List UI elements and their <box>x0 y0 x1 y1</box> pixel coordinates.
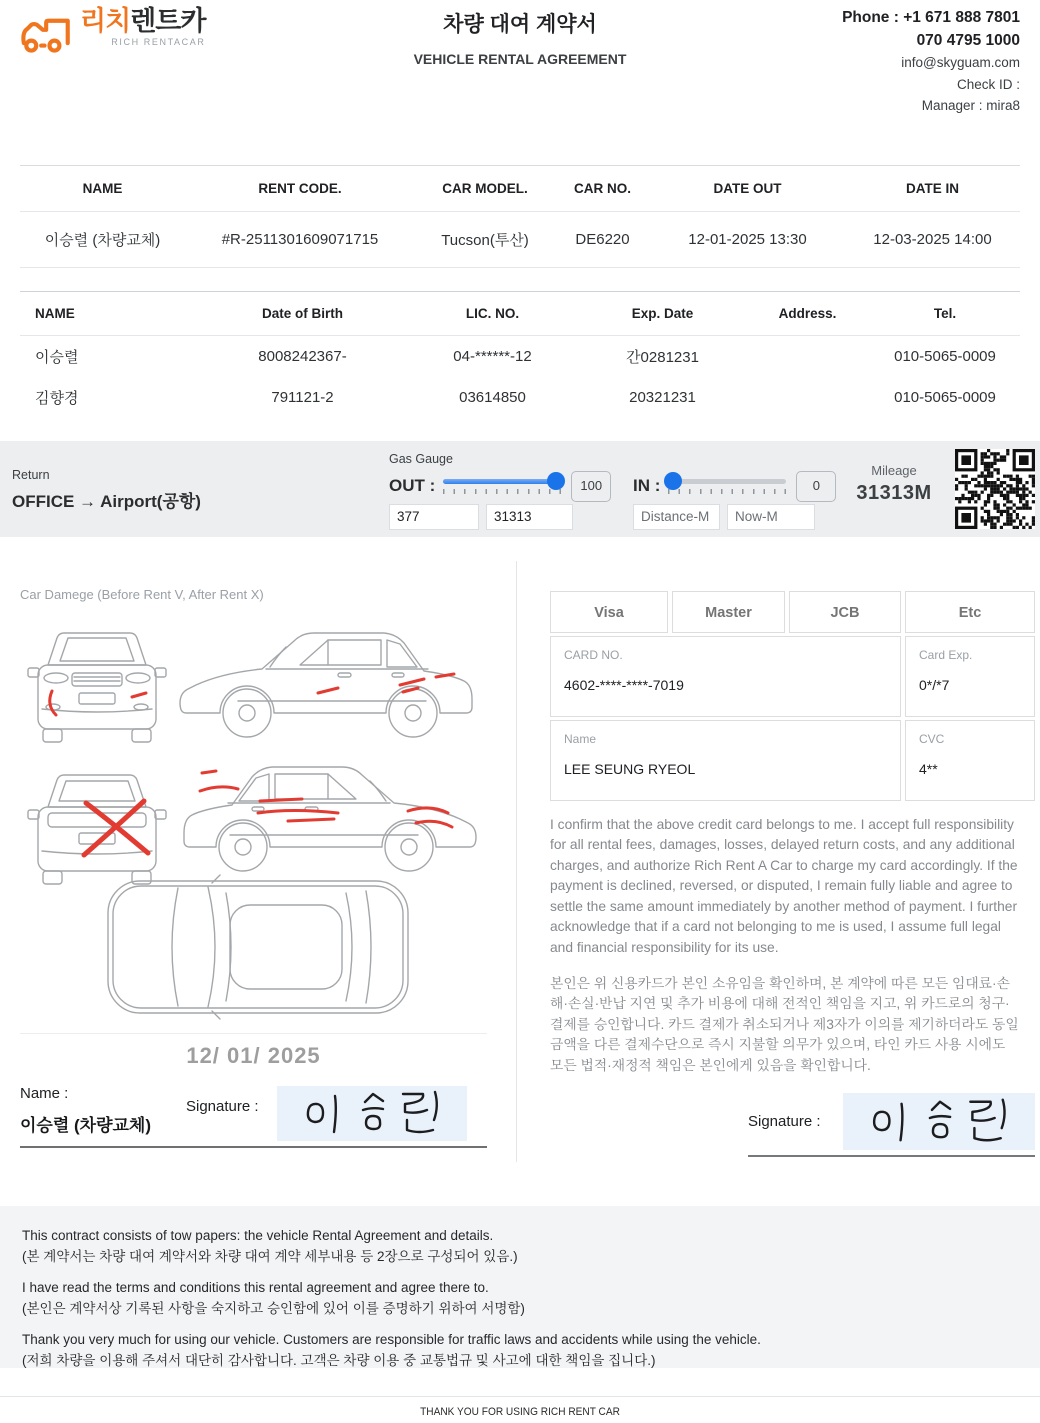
email: info@skyguam.com <box>901 55 1020 70</box>
contact-block <box>842 6 1020 117</box>
brand-master[interactable]: Master <box>672 591 785 633</box>
note-line: (본인은 계약서상 기록된 사항을 숙지하고 승인함에 있어 이를 증명하기 위하여 서명함) <box>22 1301 525 1316</box>
signature-label: Signature : <box>748 1112 821 1130</box>
gauge-strip <box>0 441 1040 537</box>
mileage-out-input[interactable] <box>486 504 573 530</box>
card-name-value: LEE SEUNG RYEOL <box>564 760 696 777</box>
car-damage-label: Car Damege (Before Rent V, After Rent X) <box>20 586 264 602</box>
in-label: IN : <box>633 476 661 495</box>
phone-primary: Phone : +1 671 888 7801 <box>842 9 1020 26</box>
contract-notes <box>0 1206 1040 1368</box>
right-signature-row <box>748 1093 1035 1157</box>
col-tel: Tel. <box>870 292 1020 336</box>
contract-date: 12/ 01/ 2025 <box>20 1033 487 1069</box>
footer-thankyou: THANK YOU FOR USING RICH RENT CAR <box>420 1405 620 1418</box>
driver1-name: 이승렬 <box>35 348 79 366</box>
driver1-exp: 간0281231 <box>626 348 699 366</box>
mileage-value: 31313M <box>856 481 932 504</box>
car-damage-diagram[interactable] <box>20 613 500 1033</box>
cvc-label: CVC <box>919 731 945 746</box>
cvc-value: 4** <box>919 760 938 777</box>
date-out: 12-01-2025 13:30 <box>688 231 807 248</box>
col-date-in: DATE IN <box>845 166 1020 212</box>
note-line: (본 계약서는 차량 대여 계약서와 차량 대여 계약 세부내용 등 2장으로 구성되어 있음.) <box>22 1249 518 1264</box>
driver-row <box>20 377 1020 418</box>
logo-kr-orange: 리치 <box>80 6 131 36</box>
brand-visa[interactable]: Visa <box>550 591 668 633</box>
card-exp-cell <box>905 636 1035 717</box>
logo-kr-dark: 렌트카 <box>130 6 206 36</box>
driver-header-row <box>20 292 1020 336</box>
note-line: This contract consists of tow papers: the vehicle Rental Agreement and details. <box>22 1227 494 1243</box>
signature-underline <box>20 1146 487 1148</box>
gas-in-value: 0 <box>796 471 836 502</box>
driver2-name: 김향경 <box>35 389 79 407</box>
brand-jcb[interactable]: JCB <box>789 591 901 633</box>
slider-ticks <box>443 489 561 494</box>
distance-out-input[interactable] <box>389 504 479 530</box>
rental-header-row <box>20 166 1020 212</box>
gas-gauge-label: Gas Gauge <box>389 451 453 466</box>
card-no-label: CARD NO. <box>564 647 623 662</box>
card-no-value: 4602-****-****-7019 <box>564 676 684 693</box>
note-line: I have read the terms and conditions this rental agreement and agree there to. <box>22 1279 489 1295</box>
brand-etc[interactable]: Etc <box>905 591 1035 633</box>
page-title: 차량 대여 계약서 <box>443 13 597 36</box>
renter-name: 이승렬 (차량교체) <box>44 232 161 249</box>
col-name: NAME <box>20 166 185 212</box>
note-line: (저희 차량을 이용해 주셔서 대단히 감사합니다. 고객은 차량 이용 중 교통법규 및 사고에 대한 책임을 집니다.) <box>22 1353 656 1368</box>
footer-divider <box>0 1396 1040 1397</box>
credit-card-table <box>550 591 1035 801</box>
phone-secondary: 070 4795 1000 <box>916 32 1020 49</box>
driver-info-table <box>20 291 1020 418</box>
driver1-dob: 8008242367- <box>258 347 347 365</box>
handwritten-signature <box>853 1095 1025 1147</box>
slider-thumb[interactable] <box>664 472 682 490</box>
car-model: Tucson(투산) <box>441 232 529 249</box>
driver2-address <box>745 377 870 418</box>
mileage-in-input[interactable] <box>727 504 815 530</box>
driver-row <box>20 336 1020 377</box>
card-number-cell <box>550 636 901 717</box>
car-damage-section <box>0 561 517 1162</box>
note-line: Thank you very much for using our vehicle. Customers are responsible for traffic laws and accidents while using the vehicle. <box>22 1331 761 1347</box>
damage-marks <box>50 674 454 827</box>
card-name-cell <box>550 720 901 801</box>
col-exp-date: Exp. Date <box>580 292 745 336</box>
driver2-dob: 791121-2 <box>271 388 334 406</box>
signature-label: Signature : <box>186 1097 259 1115</box>
gas-out-slider[interactable] <box>443 479 561 494</box>
signature-pad[interactable] <box>843 1093 1035 1150</box>
card-exp-value: 0*/*7 <box>919 676 950 693</box>
confirmation-text-en: I confirm that the above credit card belongs to me. I accept full responsibility for all rental fees, damages, losses, delayed return costs, and any additional charges, and authorize Rich Rent A Car to charge my card accordingly. If the payment is declined, reversed, or disputed, I remain fully liable and agree to settle the same amount immediately by another method of payment. I further acknowledge that if a card not belonging to me is used, I assume full legal and financial responsibility for its use. <box>550 816 1018 956</box>
rental-info-table <box>20 165 1020 268</box>
out-label: OUT : <box>389 476 436 495</box>
col-date-out: DATE OUT <box>650 166 845 212</box>
return-label: Return <box>12 467 50 482</box>
gas-out-value: 100 <box>571 471 611 502</box>
col-car-model: CAR MODEL. <box>415 166 555 212</box>
page-subtitle: VEHICLE RENTAL AGREEMENT <box>413 51 627 67</box>
card-name-label: Name <box>564 731 597 746</box>
rear-x-mark <box>84 801 148 855</box>
col-car-no: CAR NO. <box>555 166 650 212</box>
mileage-label: Mileage <box>871 462 917 478</box>
date-in: 12-03-2025 14:00 <box>873 231 992 248</box>
driver1-lic: 04-******-12 <box>453 347 532 365</box>
col-lic-no: LIC. NO. <box>405 292 580 336</box>
manager: Manager : mira8 <box>921 98 1020 113</box>
card-exp-label: Card Exp. <box>919 647 973 662</box>
col-dob: Date of Birth <box>200 292 405 336</box>
col-address: Address. <box>745 292 870 336</box>
logo-subtitle: RICH RENTACAR <box>111 37 206 47</box>
rear-view <box>28 775 166 884</box>
driver1-tel: 010-5065-0009 <box>894 347 996 365</box>
slider-ticks <box>668 489 786 494</box>
header <box>0 0 1040 155</box>
card-cvc-cell <box>905 720 1035 801</box>
check-id: Check ID : <box>956 76 1020 92</box>
confirmation-text-kr: 본인은 위 신용카드가 본인 소유임을 확인하며, 본 계약에 따른 모든 임대료·손해·손실·반납 지연 및 추가 비용에 대해 전적인 책임을 지고, 위 카드로의 청구·결제를 승인합니다. 카드 결제가 취소되거나 제3자가 이의를 제기하더라도 동일 금액을 다른 결제수단으로 즉시 지불할 의무가 있으며, 타인 카드 사용 시에도 모든 법적·재정적 책임은 본인에게 있음을 확인합니다. <box>550 975 1019 1074</box>
credit-card-section <box>517 561 1040 1162</box>
top-view <box>108 875 408 1019</box>
car-no: DE6220 <box>575 231 630 248</box>
rental-data-row <box>20 212 1020 268</box>
distance-in-input[interactable] <box>633 504 720 530</box>
driver2-lic: 03614850 <box>459 388 526 406</box>
renter-name-value: 이승렬 (차량교체) <box>20 1115 151 1135</box>
col-driver-name: NAME <box>20 292 200 336</box>
driver2-exp: 20321231 <box>629 388 696 406</box>
name-label: Name : <box>20 1084 69 1102</box>
handwritten-signature <box>287 1088 457 1138</box>
driver1-address <box>745 336 870 377</box>
gas-in-slider[interactable] <box>668 479 786 494</box>
signature-pad[interactable] <box>277 1086 467 1141</box>
rent-code: #R-2511301609071715 <box>221 231 379 248</box>
qr-code <box>955 449 1035 529</box>
return-route: OFFICE → Airport(공항) <box>12 491 201 511</box>
col-rent-code: RENT CODE. <box>185 166 415 212</box>
main-section <box>0 561 1040 1162</box>
driver2-tel: 010-5065-0009 <box>894 388 996 406</box>
slider-thumb[interactable] <box>547 472 565 490</box>
